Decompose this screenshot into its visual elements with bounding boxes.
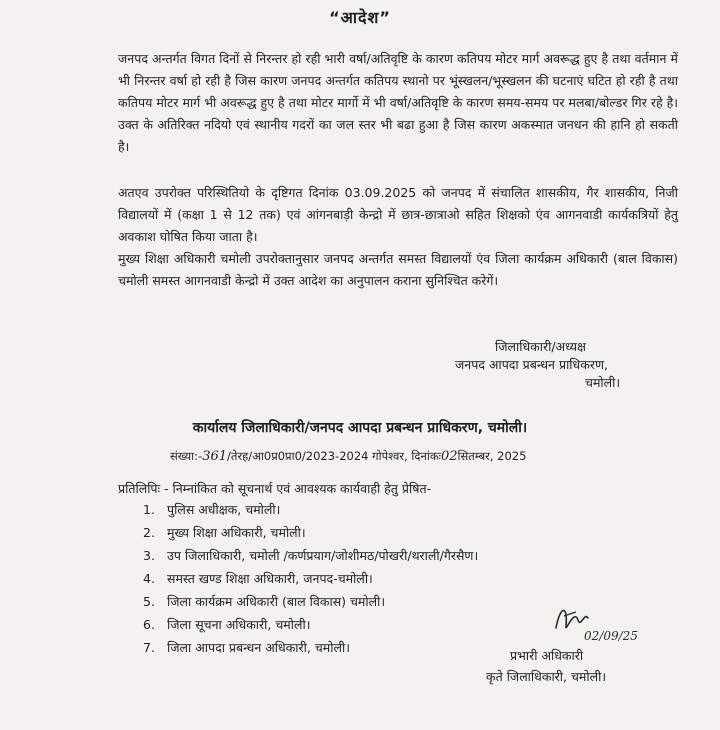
list-item-text: जिला कार्यक्रम अधिकारी (बाल विकास) चमोली।: [167, 594, 386, 609]
list-item-text: समस्त खण्ड शिक्षा अधिकारी, जनपद-चमोली।: [167, 571, 373, 586]
list-item-text: पुलिस अधीक्षक, चमोली।: [167, 502, 281, 517]
cc-heading: प्रतिलिपिः - निम्नांकित को सूचनार्थ एवं आवश्यक कार्यवाही हेतु प्रेषित-: [118, 481, 432, 496]
footer-signature-on-behalf: कृते जिलाधिकारी, चमोली।: [486, 669, 607, 684]
reference-number: 361: [202, 449, 228, 464]
office-heading: कार्यालय जिलाधिकारी/जनपद आपदा प्रबन्धन प्राधिकरण, चमोली।: [192, 420, 528, 436]
handwritten-signature: [548, 598, 648, 646]
reference-prefix: संख्या:-: [170, 449, 203, 463]
list-item-number: 5.: [143, 594, 155, 609]
list-item-number: 6.: [143, 617, 155, 632]
list-item-text: जिला आपदा प्रबन्धन अधिकारी, चमोली।: [167, 640, 350, 655]
list-item: [143, 544, 478, 567]
signature-designation: जिलाधिकारी/अध्यक्ष: [495, 339, 587, 354]
order-title: “आदेश”: [329, 8, 391, 27]
paragraph-3: मुख्य शिक्षा अधिकारी चमोली उपरोक्तानुसार जनपद अन्तर्गत समस्त विद्यालयों एंव जिला कार्यक्रम अधिकारी (बाल विकास) चमोली समस्त आगनवाडी केन्द्रो में उक्त आदेश का अनुपालन कराना सुनिश्चित करेगें।: [118, 251, 678, 288]
list-item: [143, 567, 478, 590]
list-item-number: 4.: [143, 571, 155, 586]
list-item: [143, 636, 478, 659]
list-item-text: मुख्य शिक्षा अधिकारी, चमोली।: [167, 525, 306, 540]
cc-list: [143, 498, 478, 659]
signature-place: चमोली।: [585, 375, 621, 390]
handwritten-date: 02/09/25: [584, 629, 638, 643]
list-item: [143, 498, 478, 521]
list-item-number: 3.: [143, 548, 155, 563]
list-item-number: 1.: [143, 502, 155, 517]
list-item-text: उप जिलाधिकारी, चमोली /कर्णप्रयाग/जोशीमठ/पोखरी/थराली/गैरसैण।: [167, 548, 479, 563]
footer-signature: [486, 645, 606, 687]
footer-signature-title: प्रभारी अधिकारी: [510, 648, 584, 663]
reference-day: 02: [441, 449, 458, 464]
paragraph-2: अतएव उपरोक्त परिस्थितियो के दृष्टिगत दिनांक 03.09.2025 को जनपद में संचालित शासकीय, गैर शासकीय, निजी विद्यालयों में (कक्षा 1 से 12 तक) एवं आंगनबाड़ी केन्द्रो में छात्र-छात्राओ सहित शिक्षको एंव आगनवाडी कार्यकत्रियों हेतु अवकाश घोषित किया जाता है।: [118, 185, 678, 244]
list-item: [143, 521, 478, 544]
signature-authority: जनपद आपदा प्रबन्धन प्राधिकरण,: [455, 357, 608, 372]
list-item: [143, 613, 478, 636]
signature-block: [455, 338, 620, 392]
reference-date: सितम्बर, 2025: [457, 449, 527, 463]
paragraph-1: जनपद अन्तर्गत विगत दिनों से निरन्तर हो रही भारी वर्षा/अतिवृष्टि के कारण कतिपय मोटर मार्ग अवरूद्ध हुए है तथा वर्तमान में भी निरन्तर वर्षा हो रही है जिस कारण जनपद अन्तर्गत कतिपय स्थानो पर भूंस्खलन/भूस्खलन की घटनाएं घटित हो रही है तथा कतिपय मोटर मार्ग भी अवरूद्ध हुए है तथा मोटर मार्गो में भी वर्षा/अतिवृष्टि के कारण समय-समय पर मलबा/बोल्डर गिर रहे है। उक्त के अतिरिक्त नदियो एवं स्थानीय गदरों का जल स्तर भी बढा हुआ है जिस कारण अकस्मात जनधन की हानि हो सकती है।: [118, 51, 678, 154]
reference-line: [170, 449, 526, 464]
list-item-number: 7.: [143, 640, 155, 655]
reference-middle: /तेरह/आ0प्र0प्रा0/2023-2024 गोपेश्वर, दिनांकः: [227, 449, 441, 463]
list-item: [143, 590, 478, 613]
list-item-text: जिला सूचना अधिकारी, चमोली।: [167, 617, 311, 632]
list-item-number: 2.: [143, 525, 155, 540]
